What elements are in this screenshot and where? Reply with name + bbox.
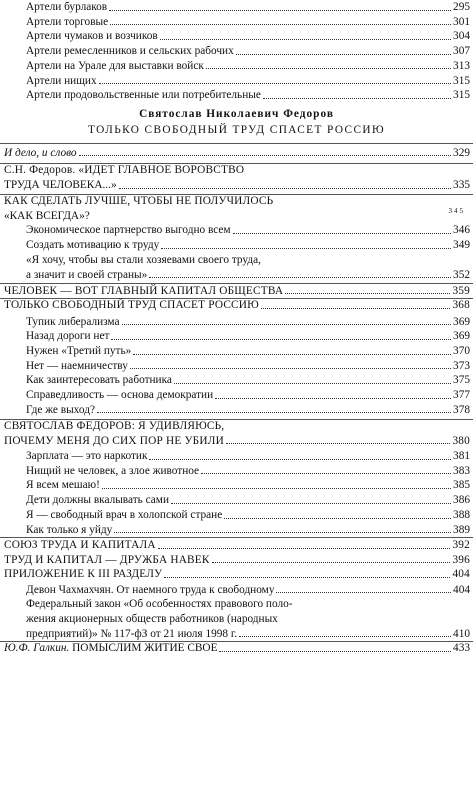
leader-dots (119, 187, 451, 189)
entry-page: 368 (452, 299, 470, 312)
entry-page: 392 (452, 539, 470, 552)
leader-dots (201, 472, 451, 474)
leader-dots (174, 382, 451, 384)
entry-title-line: С.Н. Федоров. «ИДЕТ ГЛАВНОЕ ВОРОВСТВО (4, 164, 245, 177)
toc-entry (4, 298, 473, 313)
entry-title: «КАК ВСЕГДА»? (4, 209, 90, 222)
section-title: ТОЛЬКО СВОБОДНЫЙ ТРУД СПАСЕТ РОССИЮ (88, 124, 385, 137)
toc-entry (26, 0, 473, 15)
toc-entry (26, 329, 473, 344)
leader-dots (224, 517, 451, 519)
author-name: Святослав Николаевич Федоров (139, 108, 334, 121)
entry-title: И дело, и слово (4, 146, 77, 159)
leader-dots (102, 487, 451, 489)
entry-page: 346 (453, 224, 470, 237)
entry-page: 313 (453, 59, 470, 72)
entry-title: ТРУД И КАПИТАЛ — ДРУЖБА НАВЕК (4, 553, 210, 566)
toc-entry (26, 493, 473, 508)
entry-page: 383 (453, 464, 470, 477)
entry-title: предприятий)» № 117-фЗ от 21 июля 1998 г. (26, 627, 238, 640)
leader-dots (263, 97, 451, 99)
toc-entry (26, 74, 473, 89)
entry-page: 404 (453, 583, 470, 596)
entry-page: 381 (453, 450, 470, 463)
leader-dots (261, 307, 450, 309)
toc-entry (4, 178, 473, 193)
entry-page: 304 (453, 30, 470, 43)
entry-title: Артели на Урале для выставки войск (26, 59, 204, 72)
toc-entry (26, 344, 473, 359)
entry-title: ТОЛЬКО СВОБОДНЫЙ ТРУД СПАСЕТ РОССИЮ (4, 299, 259, 312)
leader-dots (164, 576, 450, 578)
entry-title: Артели чумаков и возчиков (26, 30, 158, 43)
entry-page: 370 (453, 344, 470, 357)
entry-page: 349 (453, 239, 470, 252)
leader-dots (130, 367, 451, 369)
entry-page: 375 (453, 374, 470, 387)
toc-entry (26, 223, 473, 238)
entry-page: 295 (453, 1, 470, 13)
entry-page: 380 (452, 434, 470, 447)
entry-page: 396 (452, 553, 470, 566)
toc-entry (26, 44, 473, 59)
toc-entry (26, 359, 473, 374)
leader-dots (109, 9, 451, 11)
toc-entry (26, 583, 473, 598)
leader-dots (276, 591, 451, 593)
toc-entry (26, 15, 473, 30)
entry-title: Я всем мешаю! (26, 479, 100, 492)
leader-dots (212, 561, 451, 563)
entry-page: 352 (453, 268, 470, 281)
leader-dots (161, 247, 451, 249)
entry-title: ПОЧЕМУ МЕНЯ ДО СИХ ПОР НЕ УБИЛИ (4, 434, 224, 447)
leader-dots (239, 635, 451, 637)
entry-title (4, 641, 217, 656)
leader-dots (236, 53, 451, 55)
entry-title: Создать мотивацию к труду (26, 239, 160, 252)
entry-title: Артели торговые (26, 15, 109, 28)
toc-entry (26, 88, 473, 103)
entry-page: 433 (453, 642, 470, 655)
entry-page: 388 (453, 508, 470, 521)
leader-dots (219, 650, 451, 652)
entry-page: 389 (453, 523, 470, 536)
entry-page: 307 (453, 45, 470, 58)
leader-dots (122, 323, 452, 325)
entry-title: а значит и своей страны» (26, 268, 148, 281)
entry-title-line: «Я хочу, чтобы вы стали хозяевами своего труда, (26, 253, 261, 266)
entry-page: 369 (453, 330, 470, 343)
leader-dots (99, 82, 451, 84)
leader-dots (97, 411, 451, 413)
toc-entry (26, 449, 473, 464)
entry-page: 315 (453, 89, 470, 102)
entry-page: 378 (453, 403, 470, 416)
toc-entry (4, 538, 473, 553)
leader-dots (233, 232, 451, 234)
entry-page: 386 (453, 494, 470, 507)
entry-page: 385 (453, 479, 470, 492)
leader-dots (285, 292, 450, 294)
toc-entry (26, 59, 473, 74)
leader-dots (133, 353, 451, 355)
leader-dots (79, 154, 452, 156)
entry-title: Артели бурлаков (26, 1, 108, 13)
entry-title: Где же выход? (26, 403, 95, 416)
toc-entry (26, 29, 473, 44)
entry-title: Нищий не человек, а злое животное (26, 464, 200, 477)
leader-dots (215, 397, 451, 399)
leader-dots (111, 338, 451, 340)
entry-title: Артели ремесленников и сельских рабочих (26, 45, 234, 58)
toc-entry (26, 238, 473, 253)
toc-entry (4, 146, 473, 161)
entry-page: 369 (453, 315, 470, 328)
entry-page: 329 (453, 146, 470, 159)
entry-title-line: жения акционерных обществ работников (народных (26, 613, 278, 626)
toc-entry (26, 315, 473, 330)
entry-page: 404 (452, 568, 470, 581)
toc-entry (4, 641, 473, 656)
leader-dots (160, 38, 451, 40)
entry-page: 345 (448, 206, 465, 215)
leader-dots (149, 276, 451, 278)
entry-title: ПРИЛОЖЕНИЕ К III РАЗДЕЛУ (4, 568, 163, 581)
section-divider (0, 143, 473, 144)
toc-entry (26, 268, 473, 283)
toc-entry (4, 284, 473, 299)
toc-entry (4, 553, 473, 568)
toc-entry (26, 627, 473, 642)
entry-title: Зарплата — это наркотик (26, 450, 148, 463)
entry-title-line: Федеральный закон «Об особенностях правового поло- (26, 598, 293, 611)
entry-author: Ю.Ф. Галкин. (4, 642, 73, 655)
entry-title: Экономическое партнерство выгодно всем (26, 224, 231, 237)
toc-entry (26, 523, 473, 538)
leader-dots (110, 23, 451, 25)
entry-page: 373 (453, 359, 470, 372)
leader-dots (171, 502, 451, 504)
entry-title: СОЮЗ ТРУДА И КАПИТАЛА (4, 539, 156, 552)
entry-title: Артели нищих (26, 74, 97, 87)
entry-title: Тупик либерализма (26, 315, 120, 328)
entry-title: Как только я уйду (26, 523, 113, 536)
toc-entry (26, 373, 473, 388)
entry-title: ТРУДА ЧЕЛОВЕКА...» (4, 178, 117, 191)
entry-page: 410 (453, 627, 470, 640)
entry-page: 301 (453, 15, 470, 28)
entry-title: Девон Чахмахчян. От наемного труда к свободному (26, 583, 275, 596)
toc-entry (26, 464, 473, 479)
entry-title-text: ПОМЫСЛИМ ЖИТИЕ СВОЕ (72, 642, 218, 655)
leader-dots (206, 67, 451, 69)
leader-dots (114, 531, 451, 533)
toc-entry (26, 508, 473, 523)
entry-title: Назад дороги нет (26, 330, 110, 343)
entry-page: 359 (452, 284, 470, 297)
entry-page: 377 (453, 389, 470, 402)
entry-page: 335 (453, 178, 470, 191)
entry-title: Артели продовольственные или потребительные (26, 89, 261, 102)
entry-title: Нужен «Третий путь» (26, 344, 132, 357)
entry-title: Справедливость — основа демократии (26, 389, 214, 402)
toc-entry (26, 388, 473, 403)
entry-title: Как заинтересовать работника (26, 374, 172, 387)
entry-title: Нет — наемничеству (26, 359, 128, 372)
entry-title-line: СВЯТОСЛАВ ФЕДОРОВ: Я УДИВЛЯЮСЬ, (4, 419, 225, 432)
leader-dots (226, 442, 451, 444)
entry-title: Я — свободный врач в холопской стране (26, 508, 223, 521)
toc-entry (26, 403, 473, 418)
leader-dots (158, 547, 451, 549)
entry-page: 315 (453, 74, 470, 87)
entry-title-line: КАК СДЕЛАТЬ ЛУЧШЕ, ЧТОБЫ НЕ ПОЛУЧИЛОСЬ (4, 195, 274, 208)
leader-dots (149, 458, 451, 460)
entry-title: Дети должны вкалывать сами (26, 494, 169, 507)
toc-entry (4, 434, 473, 449)
toc-entry (26, 478, 473, 493)
entry-title: ЧЕЛОВЕК — ВОТ ГЛАВНЫЙ КАПИТАЛ ОБЩЕСТВА (4, 284, 284, 297)
toc-entry (4, 567, 473, 582)
toc-entry (4, 209, 473, 224)
